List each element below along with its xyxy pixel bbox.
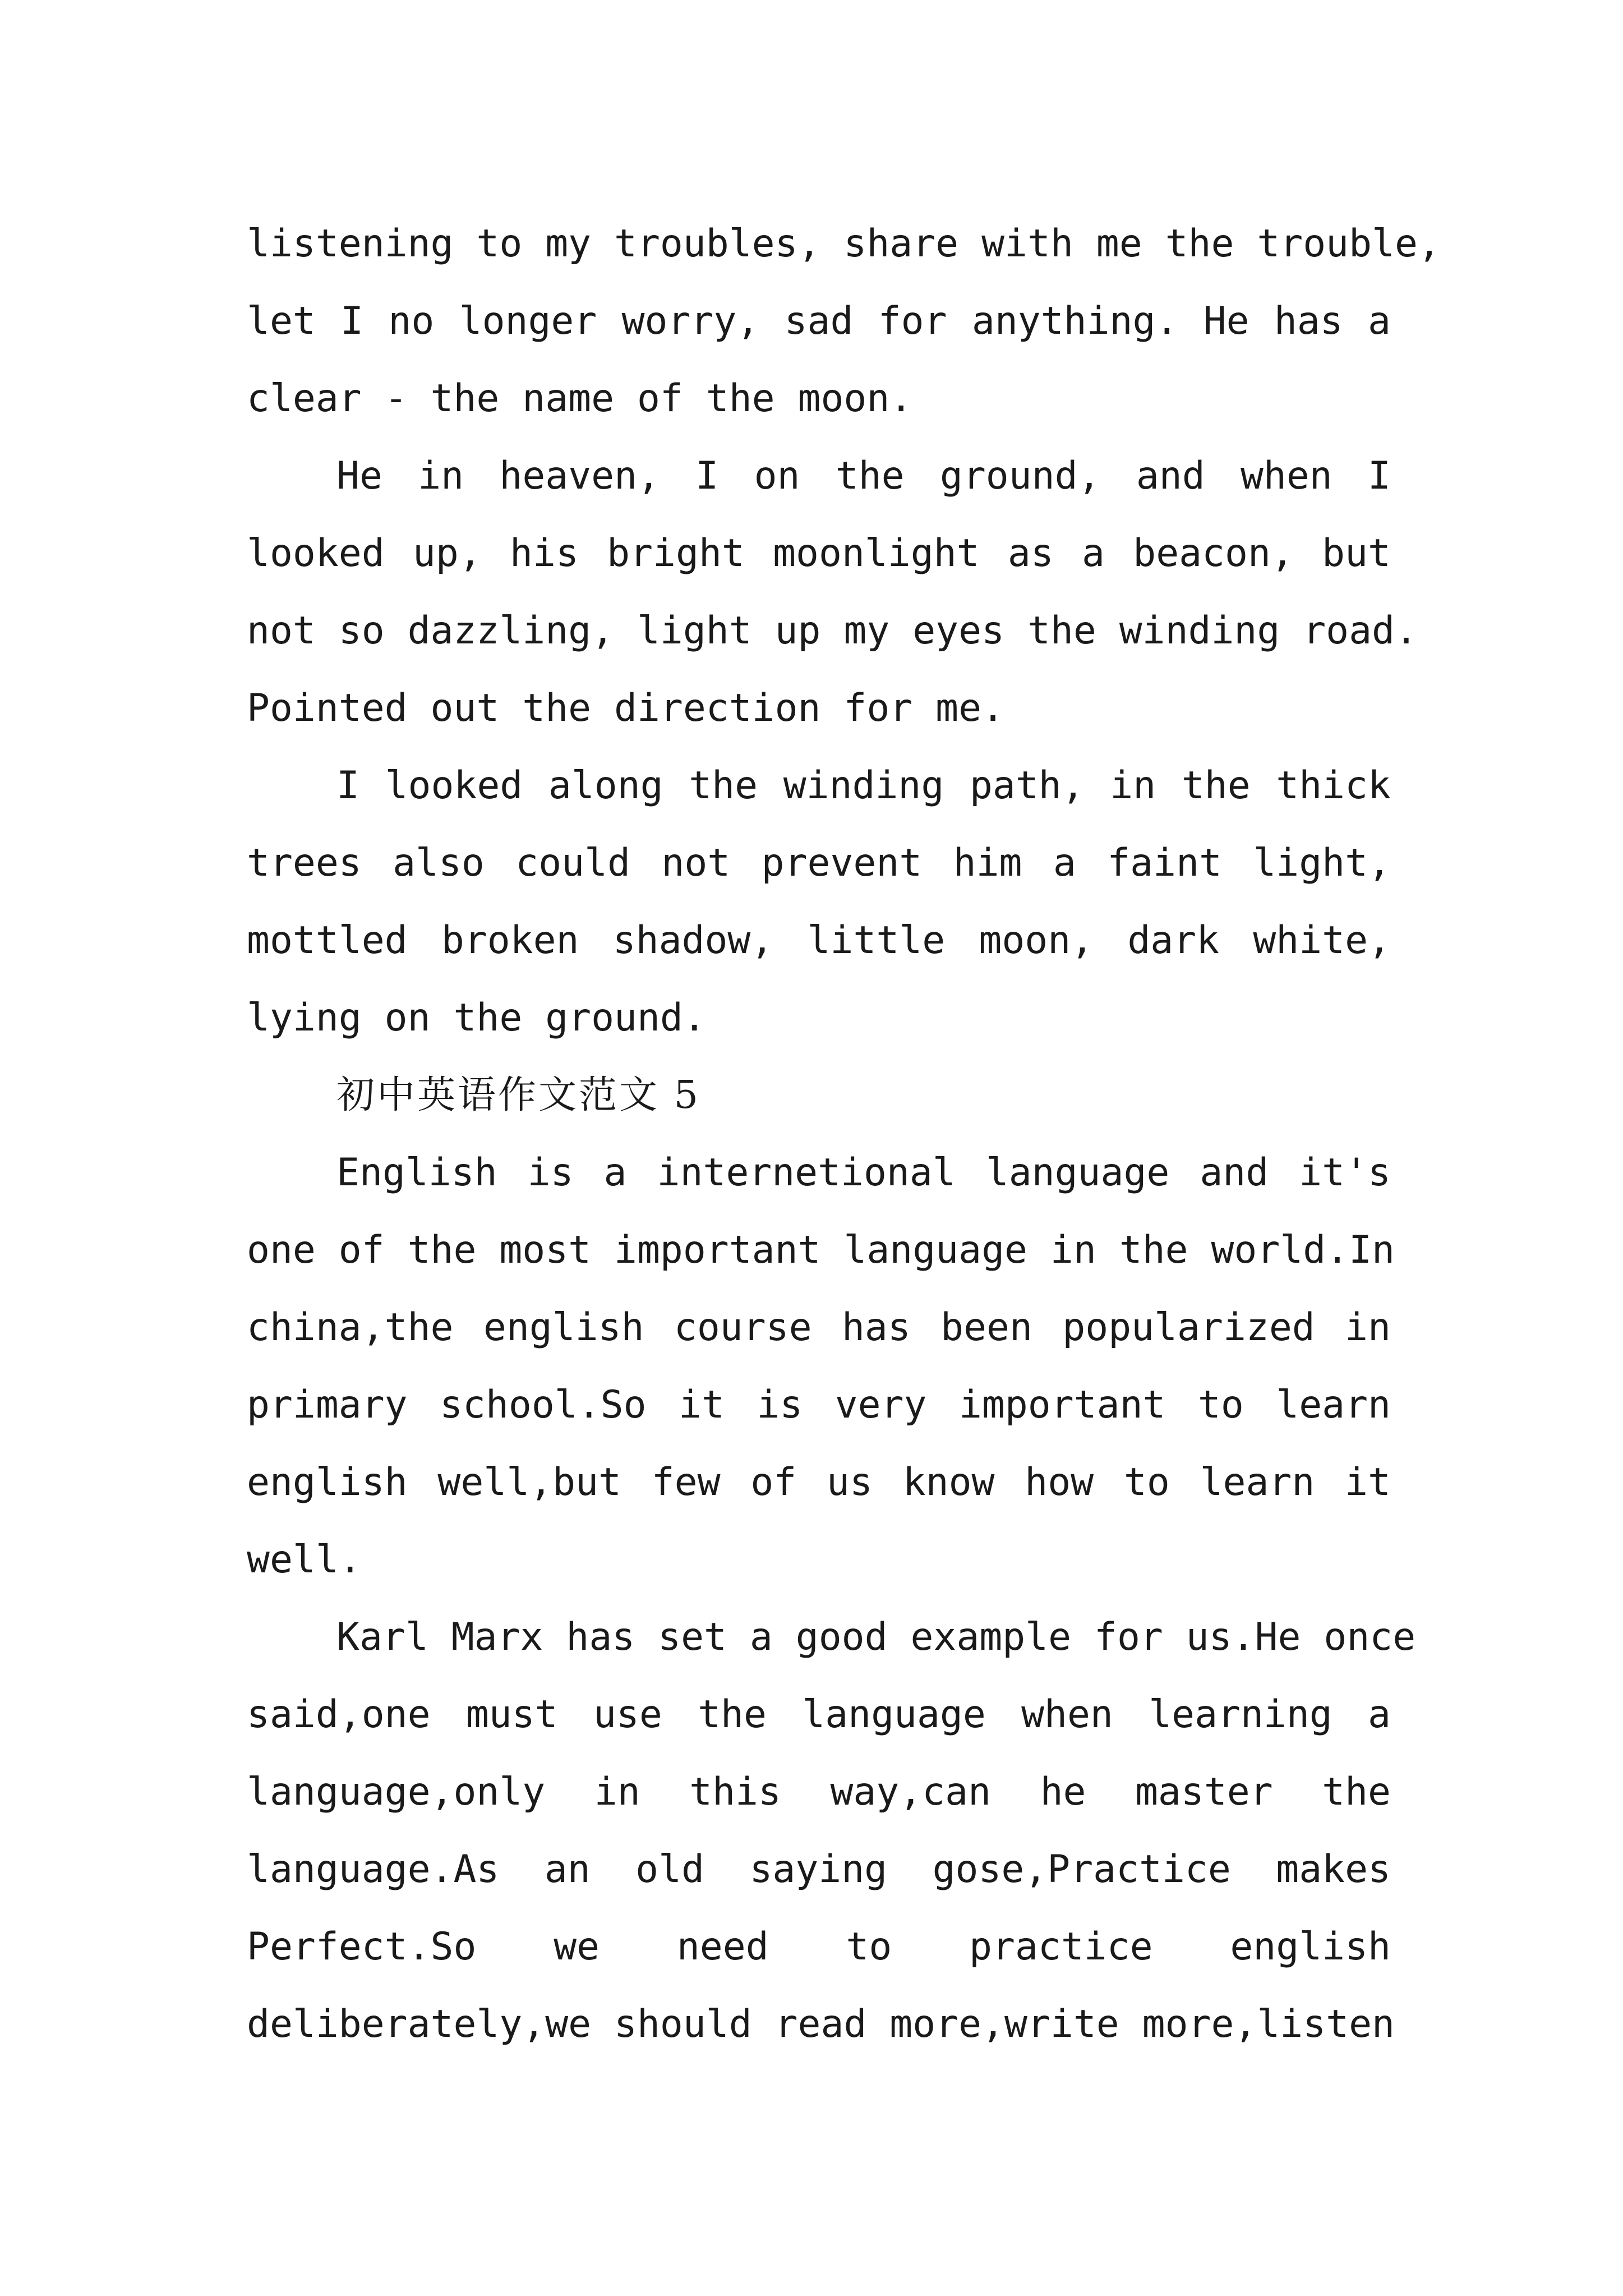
text-line: english well,but few of us know how to learn it [247,1460,1391,1504]
text-line: lying on the ground. [247,996,706,1040]
paragraph-first-line: I looked along the winding path, in the thick [336,763,1391,808]
text-line: Pointed out the direction for me. [247,686,1005,730]
text-line: one of the most important language in the world.In [247,1228,1395,1272]
text-line: language,only in this way,can he master the [247,1770,1391,1814]
text-line: listening to my troubles, share with me the trouble, [247,222,1441,266]
paragraph-first-line: English is a internetional language and it's [336,1151,1391,1195]
text-line: Perfect.So we need to practice english [247,1925,1391,1969]
text-line: deliberately,we should read more,write more,listen [247,2002,1395,2046]
text-line: china,the english course has been popularized in [247,1305,1391,1350]
text-line: well. [247,1538,362,1582]
text-line: not so dazzling, light up my eyes the winding road. [247,609,1418,653]
paragraph-first-line: Karl Marx has set a good example for us.He once [336,1615,1416,1659]
text-line: let I no longer worry, sad for anything. He has a [247,299,1391,343]
section-heading: 初中英语作文范文 5 [336,1073,700,1117]
text-line: trees also could not prevent him a faint light, [247,841,1391,885]
text-line: primary school.So it is very important to learn [247,1383,1391,1427]
text-line: looked up, his bright moonlight as a beacon, but [247,531,1391,576]
text-line: said,one must use the language when learning a [247,1692,1391,1737]
text-line: mottled broken shadow, little moon, dark white, [247,918,1391,963]
paragraph-first-line: He in heaven, I on the ground, and when I [336,454,1391,498]
text-line: clear - the name of the moon. [247,376,913,421]
text-line: language.As an old saying gose,Practice makes [247,1847,1391,1892]
